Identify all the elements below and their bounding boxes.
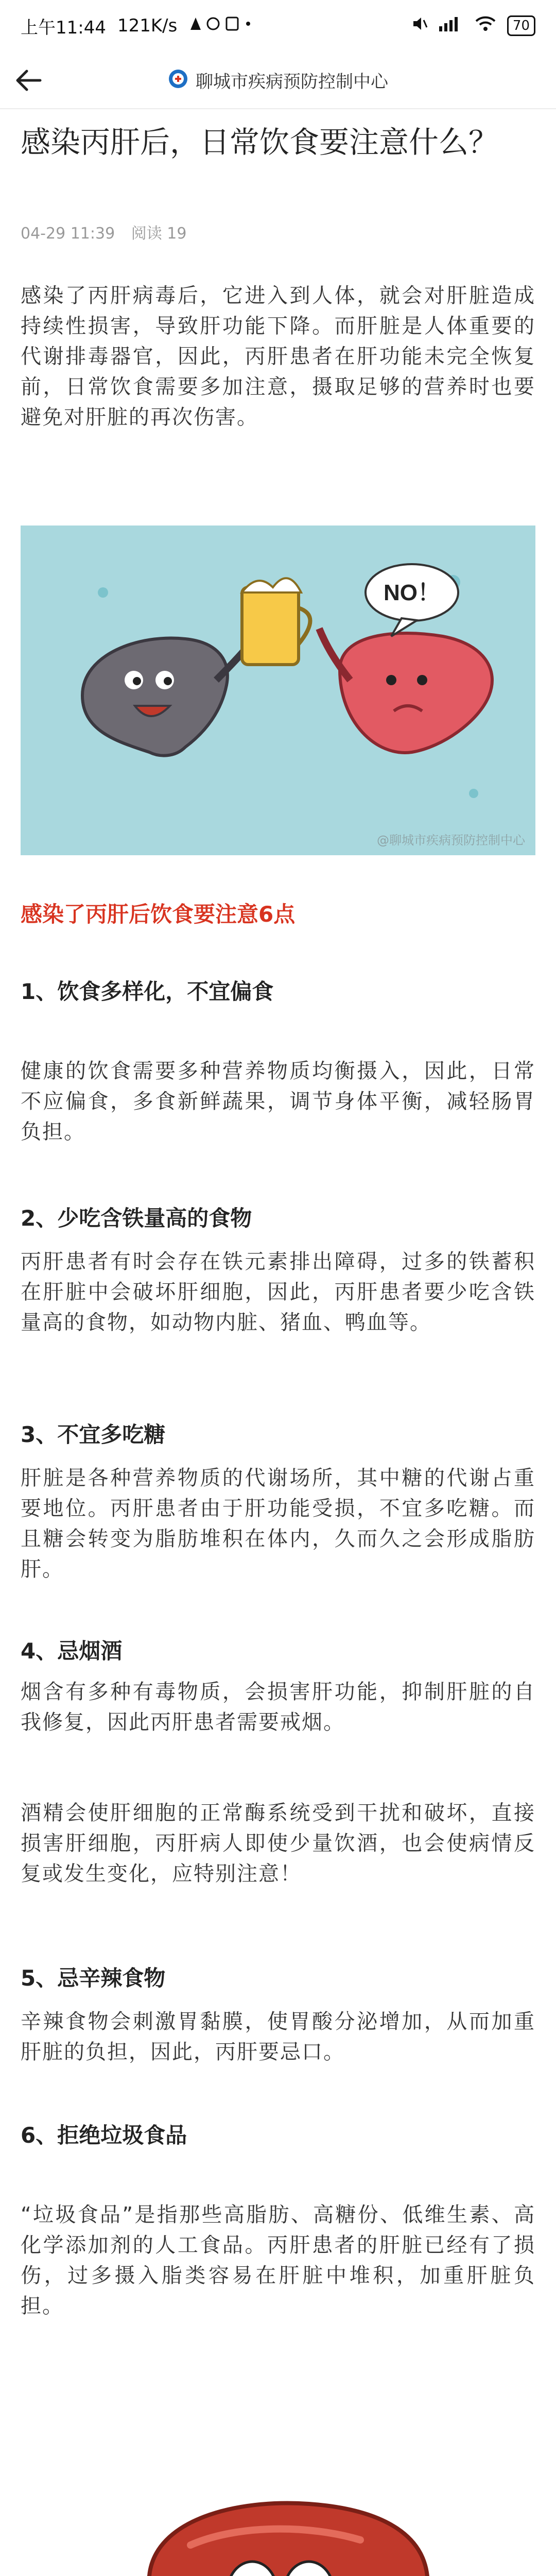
notification-icons	[188, 14, 255, 38]
liver-dumbbell-illustration	[21, 2421, 535, 2576]
paragraph-1: 健康的饮食需要多种营养物质均衡摄入，因此，日常不应偏食，多食新鲜蔬果，调节身体平衡，减轻肠胃负担。	[21, 1059, 535, 1144]
section-title: 感染了丙肝后饮食要注意6点	[21, 902, 296, 927]
heading-5: 5、忌辛辣食物	[21, 1965, 166, 1991]
read-count: 阅读 19	[131, 225, 187, 243]
paragraph-6: “垃圾食品”是指那些高脂肪、高糖份、低维生素、高化学添加剂的人工食品。丙肝患者的肝脏已经有了损伤，过多摄入脂类容易在肝脏中堆积，加重肝脏负担。	[21, 2203, 535, 2318]
heading-4: 4、忌烟酒	[21, 1638, 123, 1664]
heading-1: 1、饮食多样化，不宜偏食	[21, 979, 274, 1004]
app-header	[0, 52, 556, 109]
network-speed: 121K/s	[117, 15, 178, 36]
article-image-livers-cheers	[21, 526, 535, 855]
image-watermark: @聊城市疾病预防控制中心	[377, 833, 525, 848]
livers-illustration	[21, 526, 535, 855]
publish-date: 04-29 11:39	[21, 225, 115, 243]
status-bar	[0, 0, 556, 52]
paragraph-2: 丙肝患者有时会存在铁元素排出障碍，过多的铁蓄积在肝脏中会破坏肝细胞，因此，丙肝患者要少吃含铁量高的食物，如动物内脏、猪血、鸭血等。	[21, 1250, 535, 1334]
back-button[interactable]	[10, 62, 47, 99]
article-meta	[21, 221, 198, 243]
status-time: 上午11:44	[21, 17, 106, 38]
paragraph-4a: 烟含有多种有毒物质，会损害肝功能，抑制肝脏的自我修复，因此丙肝患者需要戒烟。	[21, 1680, 535, 1734]
heading-2: 2、少吃含铁量高的食物	[21, 1206, 252, 1231]
paragraph-4b: 酒精会使肝细胞的正常酶系统受到干扰和破坏，直接损害肝细胞，丙肝病人即使少量饮酒，也会使病情反复或发生变化，应特别注意！	[21, 1801, 535, 1886]
paragraph-5: 辛辣食物会刺激胃黏膜，使胃酸分泌增加，从而加重肝脏的负担，因此，丙肝要忌口。	[21, 2010, 535, 2064]
no-speech-text: NO！	[384, 580, 440, 605]
signal-icon	[438, 15, 464, 37]
paragraph-3: 肝脏是各种营养物质的代谢场所，其中糖的代谢占重要地位。丙肝患者由于肝功能受损，不宜多吃糖。而且糖会转变为脂肪堆积在体内，久而久之会形成脂肪肝。	[21, 1466, 535, 1581]
article-title: 感染丙肝后，日常饮食要注意什么？	[21, 125, 499, 160]
battery-indicator: 70	[507, 15, 535, 36]
mute-icon	[410, 15, 428, 37]
back-arrow-icon	[10, 62, 47, 99]
article-image-liver-dumbbells	[21, 2421, 535, 2576]
site-name[interactable]: 聊城市疾病预防控制中心	[196, 71, 388, 92]
cdc-logo-icon[interactable]	[168, 69, 188, 91]
intro-paragraph: 感染了丙肝病毒后，它进入到人体，就会对肝脏造成持续性损害，导致肝功能下降。而肝脏是人体重要的代谢排毒器官，因此，丙肝患者在肝功能未完全恢复前，日常饮食需要多加注意，摄取足够的营养时也要避免对肝脏的再次伤害。	[21, 284, 535, 429]
heading-6: 6、拒绝垃圾食品	[21, 2123, 187, 2148]
wifi-icon	[474, 15, 497, 37]
heading-3: 3、不宜多吃糖	[21, 1422, 166, 1447]
